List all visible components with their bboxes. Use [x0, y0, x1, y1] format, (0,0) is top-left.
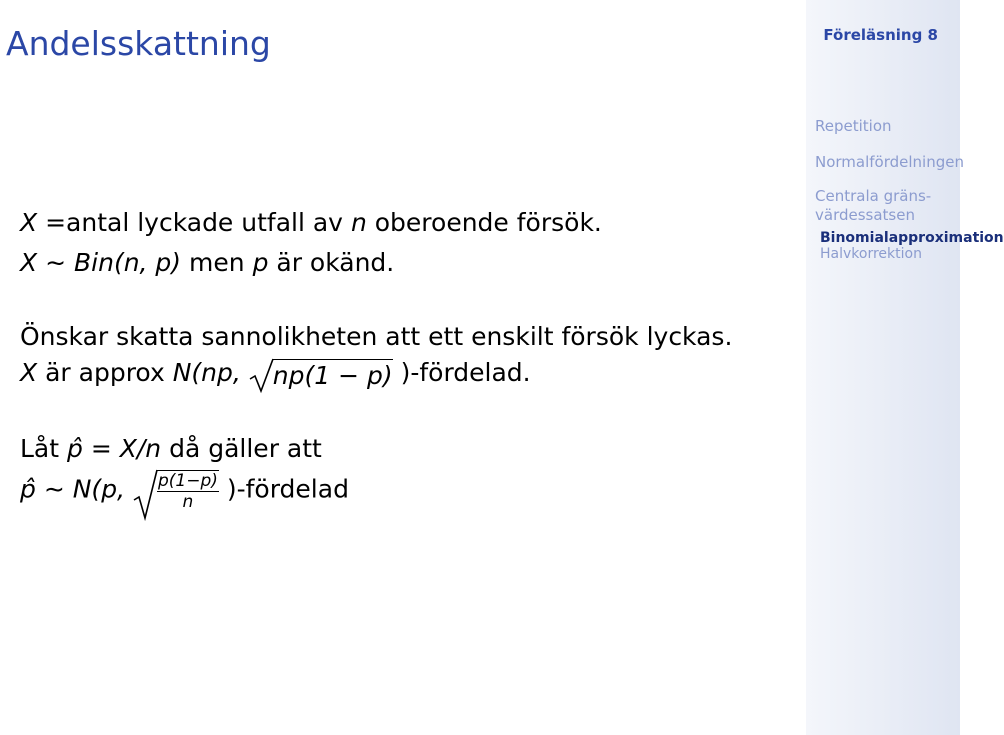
frame-title: Andelsskattning — [6, 24, 271, 63]
lecture-label[interactable]: Föreläsning 8 — [823, 26, 938, 44]
square-root — [133, 470, 219, 511]
nav-item-repetition[interactable]: Repetition — [815, 117, 892, 135]
nav-subitem-binomialapproximation[interactable]: Binomialapproximation — [820, 230, 1004, 246]
sidebar-navigation — [806, 0, 1004, 735]
nav-item-centrala-grans-line2[interactable]: värdessatsen — [815, 206, 915, 224]
line-estimator: Låt p̂ = X/n då gäller att — [20, 434, 322, 463]
line-normal-approx: X är approx N(np, np(1 − p) )-fördelad. — [20, 358, 531, 390]
fraction: $\frac{p(1-p)}{n}$ — [157, 471, 218, 512]
line-binomial: X ∼ Bin(n, p) men p är okänd. — [20, 248, 395, 277]
line-definition-x: X =antal lyckade utfall av n oberoende försök. — [20, 208, 602, 237]
nav-item-centrala-grans-line1[interactable]: Centrala gräns- — [815, 187, 932, 205]
square-root: np(1 − p) — [249, 359, 393, 390]
nav-subitem-halvkorrektion[interactable]: Halvkorrektion — [820, 246, 922, 262]
line-goal: Önskar skatta sannolikheten att ett enskilt försök lyckas. — [20, 322, 733, 351]
line-estimator-distribution: p̂ ∼ N(p, $\frac{p(1-p)}{n}$ )-fördelad — [20, 470, 349, 511]
nav-item-normalfordelningen[interactable]: Normalfördelningen — [815, 153, 964, 171]
radical-sign-icon — [249, 359, 273, 393]
radical-sign-icon — [133, 470, 157, 520]
